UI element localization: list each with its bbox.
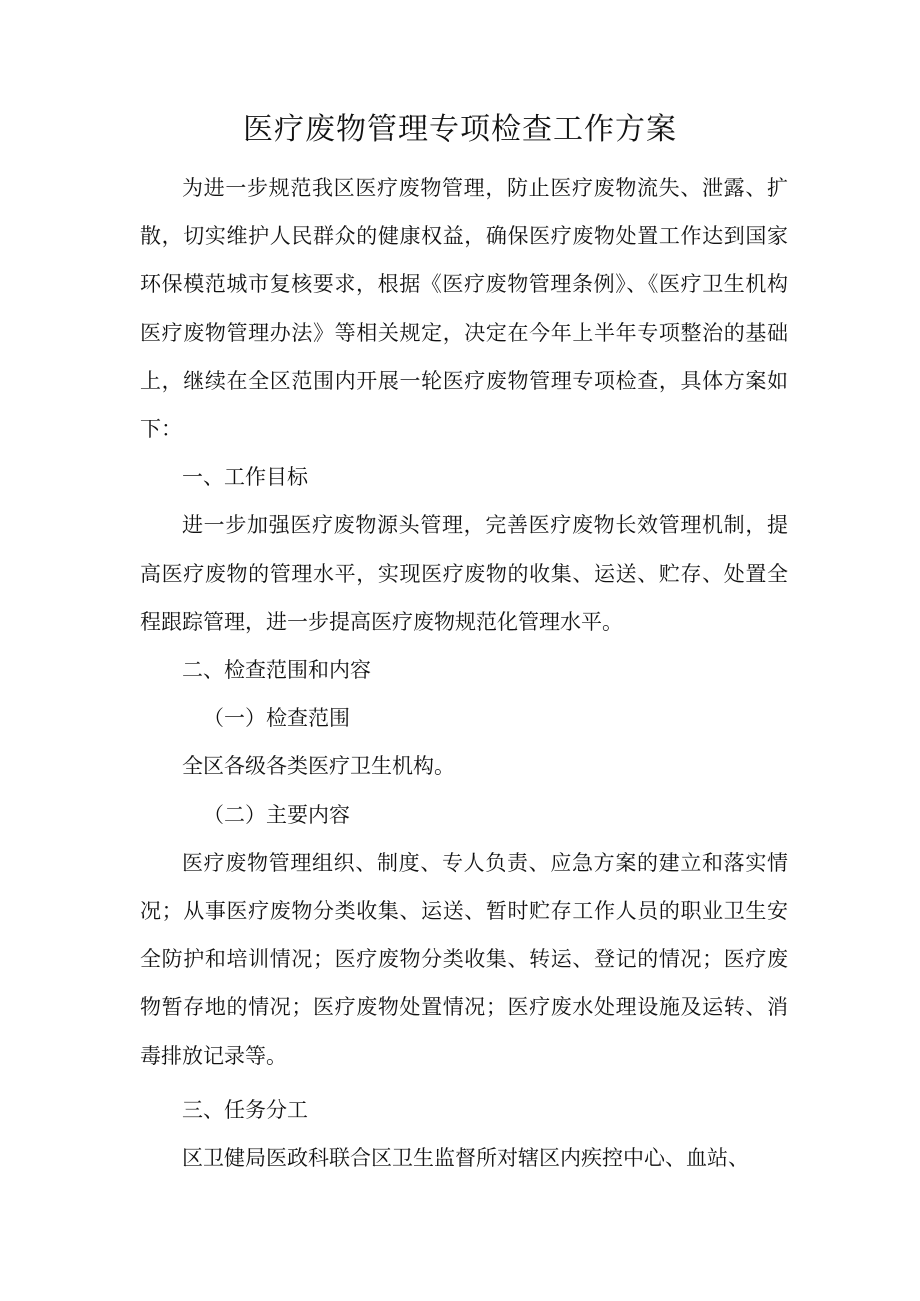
section-1-heading: 一、工作目标	[182, 465, 308, 490]
section-2-sub-2-paragraph: 医疗废物管理组织、制度、专人负责、应急方案的建立和落实情况；从事医疗废物分类收集、运送、暂时贮存工作人员的职业卫生安全防护和培训情况；医疗废物分类收集、转运、登记的情况；医疗废物暂存地的情况；医疗废物处置情况；医疗废水处理设施及运转、消毒排放记录等。	[140, 850, 788, 1068]
intro-paragraph: 为进一步规范我区医疗废物管理，防止医疗废物流失、泄露、扩散，切实维护人民群众的健康权益，确保医疗废物处置工作达到国家环保模范城市复核要求，根据《医疗废物管理条例》、《医疗卫生机构医疗废物管理办法》等相关规定，决定在今年上半年专项整治的基础上，继续在全区范围内开展一轮医疗废物管理专项检查，具体方案如下：	[140, 176, 788, 442]
section-3-heading: 三、任务分工	[182, 1097, 308, 1122]
section-2-sub-2-heading: （二）主要内容	[203, 802, 350, 827]
section-2-sub-1-heading: （一）检查范围	[203, 706, 350, 731]
document-body	[140, 164, 788, 1182]
document-title: 医疗废物管理专项检查工作方案	[243, 112, 677, 147]
section-2-heading: 二、检查范围和内容	[182, 658, 371, 683]
section-1-paragraph: 进一步加强医疗废物源头管理，完善医疗废物长效管理机制，提高医疗废物的管理水平，实现医疗废物的收集、运送、贮存、处置全程跟踪管理，进一步提高医疗废物规范化管理水平。	[140, 513, 788, 634]
section-2-sub-1-paragraph: 全区各级各类医疗卫生机构。	[182, 754, 455, 779]
section-3-paragraph: 区卫健局医政科联合区卫生监督所对辖区内疾控中心、血站、	[182, 1146, 749, 1171]
